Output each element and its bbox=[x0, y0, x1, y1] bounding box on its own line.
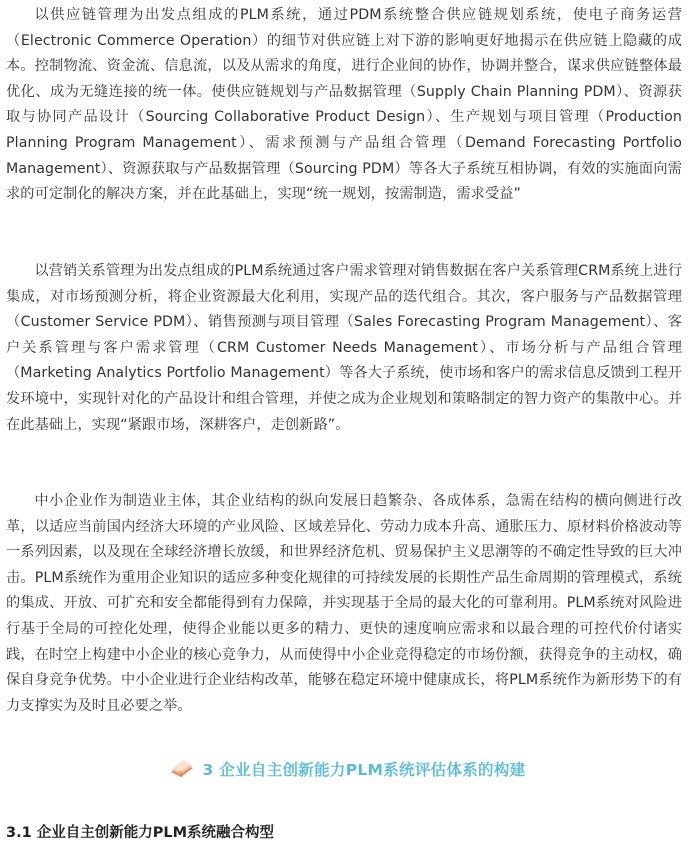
subsection-title: 3.1 企业自主创新能力PLM系统融合构型 bbox=[6, 825, 275, 841]
section-heading bbox=[0, 756, 694, 782]
paragraph-supply-chain-plm: 以供应链管理为出发点组成的PLM系统，通过PDM系统整合供应链规划系统，使电子商务运营（Electronic Commerce Operation）的细节对供应链上对下游的影响更好地揭示在供应链上隐藏的成本。控制物流、资金流、信息流，以及从需求的角度，进行企业间的协作，协调并整合，谋求供应链整体最优化、成为无缝连接的统一体。使供应链规划与产品数据管理（Supply Chain Planning PDM）、资源获取与协同产品设计（Sourcing Collaborative Product Design）、生产规划与项目管理（Production Planning Program Management）、需求预测与产品组合管理（Demand Forecasting Portfolio Management）、资源获取与产品数据管理（Sourcing PDM）等各大子系统互相协调，有效的实施面向需求的可定制化的解决方案，并在此基础上，实现“统一规划，按需制造，需求受益” bbox=[6, 7, 682, 203]
book-icon bbox=[169, 758, 195, 780]
section-title: 3 企业自主创新能力PLM系统评估体系的构建 bbox=[202, 761, 526, 779]
book-icon-graphic bbox=[169, 758, 195, 780]
paragraph-sme-reform: 中小企业作为制造业主体，其企业结构的纵向发展日趋繁杂、各成体系，急需在结构的横向侧进行改革，以适应当前国内经济大环境的产业风险、区域差异化、劳动力成本升高、通胀压力、原材料价格波动等一系列因素，以及现在全球经济增长放缓，和世界经济危机、贸易保护主义思潮等的不确定性导致的巨大冲击。PLM系统作为重用企业知识的适应多种变化规律的可持续发展的长期性产品生命周期的管理模式，系统的集成、开放、可扩充和安全都能得到有力保障，并实现基于全局的最大化的可靠利用。PLM系统对风险进行基于全局的可控化处理，使得企业能以更多的精力、更快的速度响应需求和以最合理的可控代价付诸实践，在时空上构建中小企业的核心竞争力，从而使得中小企业竞得稳定的市场份额，获得竞争的主动权，确保自身竞争优势。中小企业进行企业结构改革，能够在稳定环境中健康成长，将PLM系统作为新形势下的有力支撑实为及时且必要之举。 bbox=[6, 493, 682, 714]
section-heading-inner bbox=[169, 758, 526, 780]
paragraph-marketing-plm: 以营销关系管理为出发点组成的PLM系统通过客户需求管理对销售数据在客户关系管理CRM系统上进行集成，对市场预测分析，将企业资源最大化利用，实现产品的迭代组合。其次，客户服务与产品数据管理（Customer Service PDM）、销售预测与项目管理（Sales Forecasting Program Management）、客户关系管理与客户需求管理（CRM Customer Needs Management）、市场分析与产品组合管理（Marketing Analytics Portfolio Management）等各大子系统，使市场和客户的需求信息反馈到工程开发环境中，实现针对化的产品设计和组合管理，并使之成为企业规划和策略制定的智力资产的集散中心。并在此基础上，实现“紧跟市场，深耕客户，走创新路”。 bbox=[6, 263, 682, 433]
